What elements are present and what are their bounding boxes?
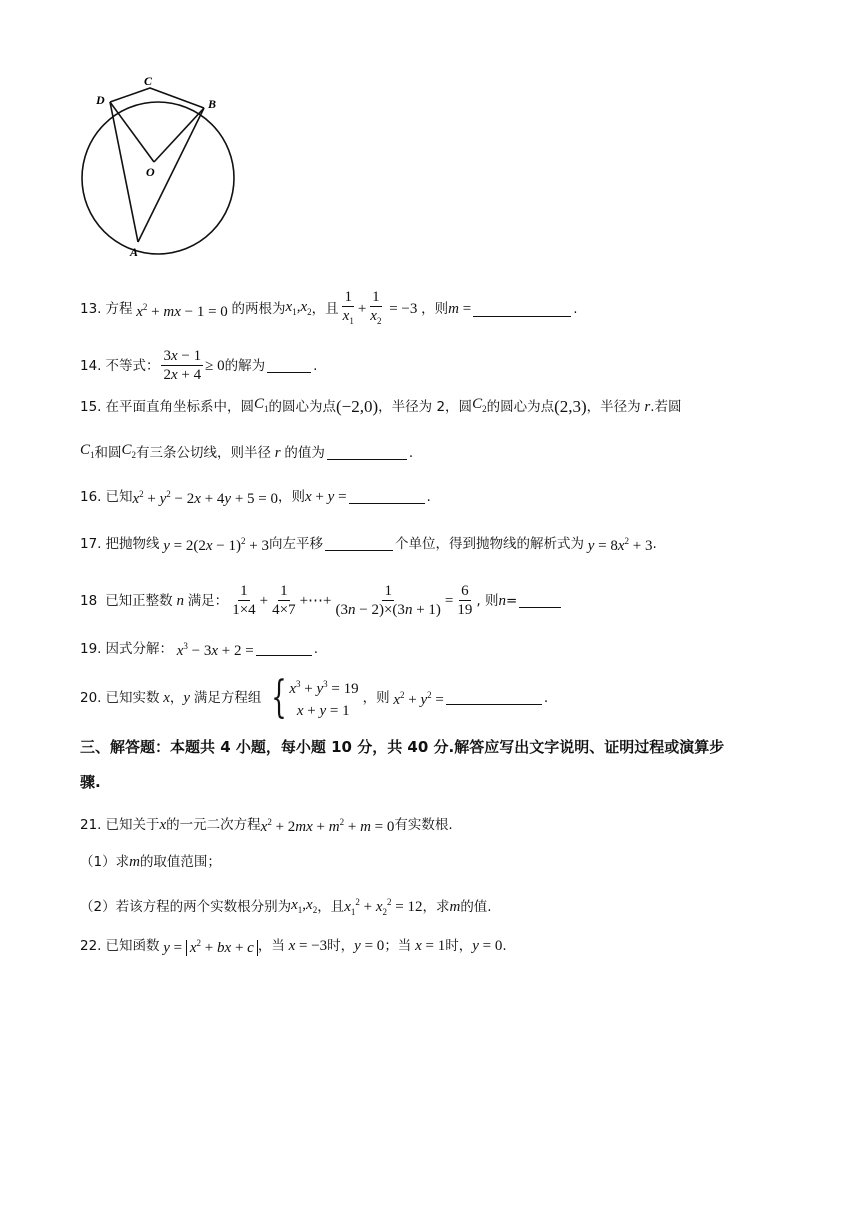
q22-text: ；当 [384,937,412,954]
q14-text: 不等式： [105,357,160,374]
q13-roots: $x_1,x_2$ [285,298,312,317]
q13-answer-blank[interactable] [473,302,571,317]
question-19 [80,636,318,661]
q15-c2: $C_2$ [121,442,137,460]
q20-var-y: y [183,689,191,706]
label-c: C [144,74,153,88]
q16-answer-blank[interactable] [349,489,425,504]
section-3-heading-cont: 骤. [80,773,101,791]
q15-text: 的圆心为点 [268,398,336,415]
q18-text: 已知正整数 [105,592,173,609]
q17-number: 17. [80,535,102,552]
q22-text: 已知函数 [105,937,160,954]
q21-text: 的一元二次方程 [166,816,261,833]
q13-text: 的两根为 [231,301,286,317]
q18-text: 满足： [187,592,229,609]
q15-r: r [274,444,281,461]
q15-text: 的值为 [284,444,325,461]
q17-answer-blank[interactable] [325,536,393,551]
q13-rhs: = −3 [385,301,422,317]
circle-outline [82,102,234,254]
q14-inequality: ≥ 0 [205,357,225,374]
q20-text: . [543,689,549,706]
q17-result: $y = 8x^2 + 3$ [587,536,653,554]
q18-var-n: n [498,592,506,609]
question-21-part-2 [80,892,492,922]
label-o: O [146,165,155,179]
q13-text: ，则 [421,301,449,317]
q18-text: , 则 [476,592,499,609]
q15-point-2: (2,3) [554,396,587,416]
q22-cond-2: x = 1 [415,937,446,954]
q21-text: 的值. [460,899,492,915]
q15-text: 的圆心为点 [486,398,555,415]
q22-text: . [502,937,507,954]
q13-text: ，且 [311,301,339,317]
q22-val-2: y = 0 [472,937,503,954]
q17-parabola: $y = 2(2x - 1)^2 + 3$ [163,536,269,554]
q16-text: . [426,488,431,505]
q20-eq-1: $x^3 + y^3 = 19$ [289,679,359,697]
q18-text: = [505,592,518,609]
q22-text: ，当 [257,937,285,954]
q21-text: ，且 [317,899,345,915]
question-15 [80,394,682,419]
q15-point-1: (−2,0) [336,396,379,416]
question-18: 18 已知正整数 n 满足： $\frac{1}{1\times 4}$ + $\frac{1}{4\times 7}$ +⋯+ $\frac{1}{(3n - 2)\times(3n + 1)}$ = $\frac{6}{19}$ , 则 n = [80,582,563,619]
q15-text: 和圆 [94,444,122,461]
question-15-line-2 [80,440,413,465]
q16-expr: x + y = [305,488,347,505]
q19-text: 因式分解： [105,640,173,657]
q22-function: $y = x^2$ + bx + c [159,933,257,958]
q20-text: 满足方程组 [193,689,262,706]
q17-text: 把抛物线 [105,535,160,552]
q14-text: . [313,357,318,374]
q15-c1: $C_1$ [80,442,95,460]
section-3-heading: 三、解答题：本题共 4 小题，每小题 10 分，共 40 分.解答应写出文字说明、证明过程或演算步 [80,738,725,756]
question-20 [80,673,548,722]
q21-text: 已知关于 [105,816,160,833]
q13-text: . [573,301,578,317]
q18-answer-blank[interactable] [519,593,561,608]
q17-text: 向左平移 [268,535,323,552]
question-21 [80,812,453,837]
q16-equation: $x^2 + y^2 - 2x + 4y + 5 = 0$ [132,489,278,507]
q18-var-n: n [176,592,184,609]
question-13: 13. 方程 $x^2$ + mx − 1 = 0 的两根为 $x_1,x_2$ ，且 $\frac{1}{x_1}$ + $\frac{1}{x_2}$ = −3 ，则 m = . [80,288,577,330]
q21-condition: $x_1^2 + x_2^2 = 12$ [344,897,423,917]
q19-answer-blank[interactable] [256,641,312,656]
q20-expr: $x^2 + y^2$ = [393,690,444,708]
q22-val-1: y = 0 [354,937,385,954]
label-a: A [130,245,139,259]
q13-text: 方程 [105,301,133,317]
q15-text: .若圆 [650,398,682,415]
question-22 [80,933,507,958]
q15-answer-blank[interactable] [327,445,407,460]
q20-text: 已知实数 [105,689,160,706]
q14-answer-blank[interactable] [267,358,311,373]
q22-cond-1: x = −3 [288,937,328,954]
q21-text: 的取值范围； [139,854,221,870]
q20-text: ， [169,689,184,706]
q19-number: 19. [80,640,102,657]
q13-number: 13. [80,301,102,317]
q21-var-m: m [129,854,140,870]
q20-var-x: x [163,689,170,706]
q21-equation: $x^2 + 2mx + m^2 + m = 0$ [260,817,395,835]
q20-number: 20. [80,689,102,706]
q15-c2: $C_2$ [472,396,487,414]
q13-var-m: m = [448,301,472,317]
q18-fraction-4: $\frac{6}{19}$ [457,583,473,618]
q16-text: ，则 [278,488,305,505]
q13-equation: $x^2$ + mx − 1 = 0 [136,301,232,320]
q14-number: 14. [80,357,102,374]
segment-d-a [110,102,138,242]
q21-text: （1）求 [80,854,130,870]
q15-text: 有三条公切线，则半径 [136,444,272,461]
q21-var-m: m [449,899,461,915]
q15-text: ，半径为 2，圆 [378,398,473,415]
question-14 [80,347,317,384]
q21-number: 21. [80,816,102,833]
label-d: D [96,93,105,107]
q15-text: ，半径为 [586,398,641,415]
circle-figure [72,70,247,265]
q18-fraction-3: $\frac{1}{(3n - 2)\times(3n + 1)}$ [335,583,441,618]
q21-text: （2）若该方程的两个实数根分别为 [80,899,292,915]
question-17 [80,531,657,556]
q18-fraction-2: $\frac{1}{4\times 7}$ [272,583,296,618]
q22-text: 时， [327,937,355,954]
q16-number: 16. [80,488,102,505]
segment-b-o [154,108,204,162]
q15-r: r [644,398,651,415]
q15-number: 15. [80,398,102,415]
q16-text: 已知 [105,488,133,505]
q22-text: 时， [445,937,473,954]
q13-fraction-2: $\frac{1}{x_2}$ [370,289,382,326]
q15-c1: $C_1$ [253,396,269,414]
q18-fraction-1: $\frac{1}{1\times 4}$ [232,583,256,618]
q20-eq-2: x + y = 1 [296,703,350,719]
q19-expression: $x^3 - 3x + 2$ = [176,641,254,659]
q18-number: 18 [80,592,98,609]
q19-text: . [313,640,319,657]
q13-fraction-1: $\frac{1}{x_1}$ [342,289,354,326]
q14-fraction: $\frac{3x - 1}{2x + 4}$ [163,348,202,383]
q20-answer-blank[interactable] [446,690,542,705]
q21-roots: $x_1,x_2$ [291,896,318,915]
q20-text: ，则 [362,689,390,706]
q17-text: . [652,535,657,552]
polygon-d-c-b [110,88,204,108]
q21-text: ，求 [422,899,450,915]
q17-text: 个单位，得到抛物线的解析式为 [394,535,584,552]
q22-number: 22. [80,937,102,954]
q20-system: { $x^3 + y^3 = 19$ x + y = 1 [271,671,359,723]
q21-text: 有实数根. [394,816,453,833]
q21-var-x: x [159,816,167,833]
question-16 [80,484,431,509]
q15-text: 在平面直角坐标系中，圆 [105,398,254,415]
q15-text: . [408,444,414,461]
question-21-part-1 [80,852,221,872]
q14-text: 的解为 [224,357,266,374]
label-b: B [208,97,217,111]
